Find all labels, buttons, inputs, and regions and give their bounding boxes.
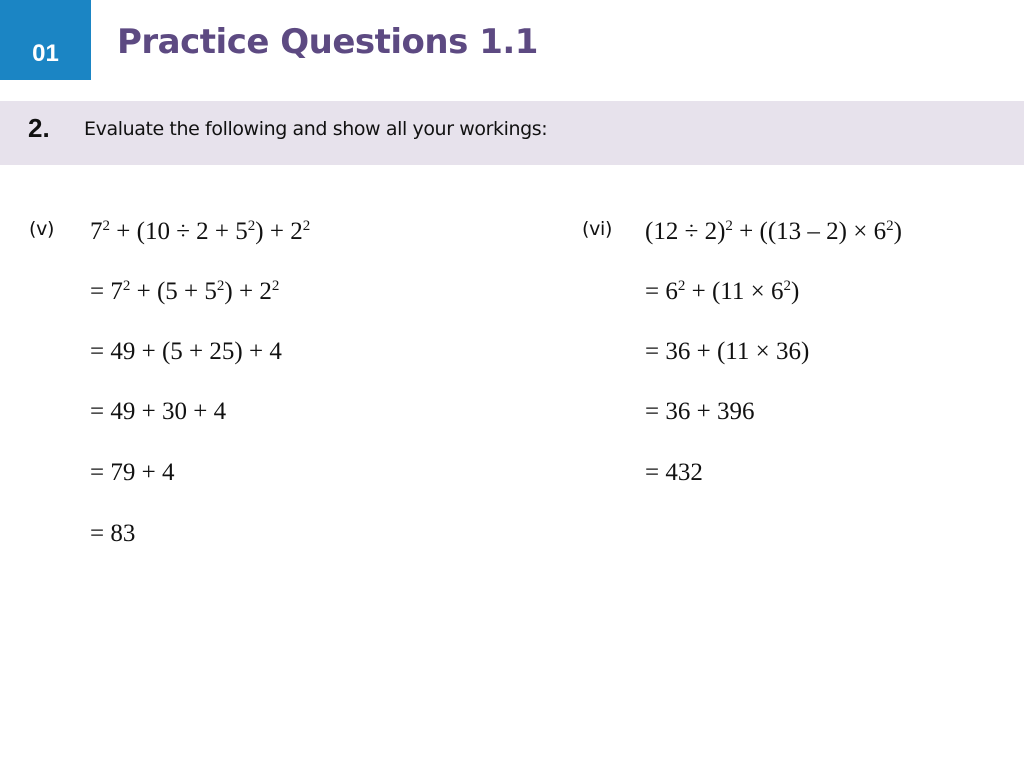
working-line: $(12 \div 2)^2 + ((13 - 2) \times 6^2)$ bbox=[645, 218, 902, 245]
working-line: = 36 + 396 bbox=[645, 398, 755, 425]
working-line: = 36 + (11 × 36) bbox=[645, 338, 810, 365]
working-line: = 79 + 4 bbox=[90, 459, 175, 486]
question-prompt: Evaluate the following and show all your workings: bbox=[84, 118, 548, 140]
working-line: = $7^2 + (5 + 5^2) + 2^2$ bbox=[90, 278, 280, 305]
section-number: 01 bbox=[32, 40, 59, 67]
question-banner bbox=[0, 101, 1024, 165]
working-line: = 432 bbox=[645, 459, 703, 486]
working-line: = $6^2 + (11 \times 6^2)$ bbox=[645, 278, 800, 305]
working-line: = 49 + 30 + 4 bbox=[90, 398, 227, 425]
question-number: 2. bbox=[28, 113, 50, 143]
section-badge bbox=[0, 0, 91, 80]
part-label-v: (v) bbox=[29, 218, 55, 240]
working-line: $7^2 + (10 \div 2 + 5^2) + 2^2$ bbox=[90, 218, 311, 245]
part-label-vi: (vi) bbox=[582, 218, 613, 240]
working-line: = 49 + (5 + 25) + 4 bbox=[90, 338, 282, 365]
page-title: Practice Questions 1.1 bbox=[117, 22, 538, 62]
working-line: = 83 bbox=[90, 520, 136, 547]
